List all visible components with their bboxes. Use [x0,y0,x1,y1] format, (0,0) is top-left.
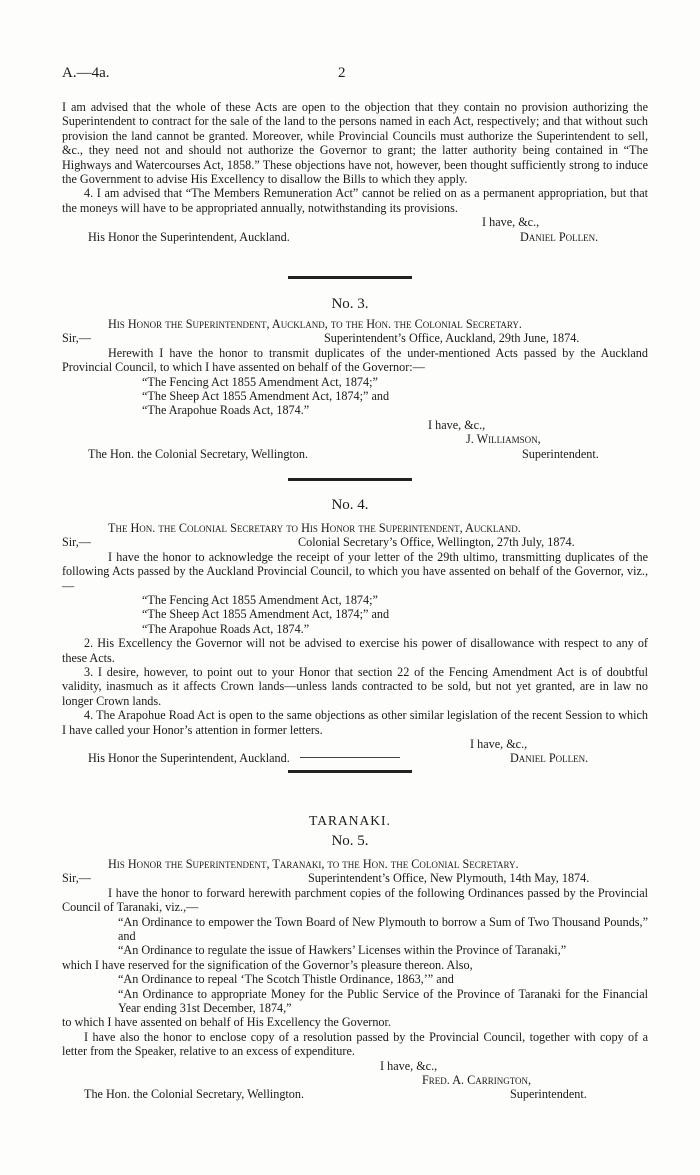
paragraph: I am advised that the whole of these Acts are open to the objection that they contain no provision authorizing the Superintendent to contract for the sale of the land to the persons named in each Act, respectively; and that without such provision the land cannot be granted. Moreover, while Provincial Councils must authorize the Superintendent to sell, &c., they need not and should not authorize the Governor to grant; the latter authority being contained in “The Highways and Watercourses Act, 1858.” These objections have not, however, been thought sufficiently strong to induce the Government to advise His Excellency to disallow the Bills to which they apply. [62,100,648,187]
dateline: Superintendent’s Office, Auckland, 29th June, 1874. [324,331,580,346]
section-divider [288,770,412,773]
addressee: His Honor the Superintendent, Auckland. [88,229,290,244]
closing-row [62,215,648,229]
signature-title: Superintendent. [510,1087,587,1102]
closing: I have, &c., [470,737,528,752]
act-item: “The Fencing Act 1855 Amendment Act, 1874;” [142,374,378,389]
closing-row [62,418,648,432]
addressee-row [62,1087,648,1101]
letter-number-3: No. 3. [331,296,369,312]
signature: Daniel Pollen. [520,229,599,244]
addressee: His Honor the Superintendent, Auckland. [88,751,290,766]
act-item: “The Arapohue Roads Act, 1874.” [142,621,310,636]
dateline: Colonial Secretary’s Office, Wellington, 27th July, 1874. [298,535,575,550]
dateline: Superintendent’s Office, New Plymouth, 14th May, 1874. [308,871,590,886]
closing-row [62,737,648,751]
letter-no-4 [62,521,648,766]
salutation: Sir,— [62,331,91,346]
document-reference: A.—4a. [62,65,110,81]
signature-row [62,230,648,244]
closing-row [62,1059,648,1073]
addressee-row [62,447,648,461]
act-item: “The Fencing Act 1855 Amendment Act, 1874;” [142,593,378,608]
paragraph: 3. I desire, however, to point out to your Honor that section 22 of the Fencing Amendment Act is of doubtful validity, inasmuch as it affects Crown lands—unless lands contracted to be sold, but not yet granted, are in law no longer Crown lands. [62,665,648,708]
letter-heading: The Hon. the Colonial Secretary to His Honor the Superintendent, Auckland. [108,521,521,535]
ordinance-item: “An Ordinance to regulate the issue of Hawkers’ Licenses within the Province of Taranaki,” [118,943,567,958]
signature-row [62,432,648,446]
salutation-row [62,871,648,885]
paragraph: which I have reserved for the signification of the Governor’s pleasure thereon. Also, [62,957,473,972]
signature: Fred. A. Carrington, [422,1073,532,1088]
letter-number-4: No. 4. [331,497,369,513]
act-list [62,375,648,418]
paragraph: I have also the honor to enclose copy of a resolution passed by the Provincial Council, together with copy of a letter from the Speaker, relative to an excess of expenditure. [62,1029,648,1059]
addressee: The Hon. the Colonial Secretary, Wellington. [84,1087,305,1102]
paragraph: I have the honor to forward herewith parchment copies of the following Ordinances passed by the Provincial Council of Taranaki, viz.,— [62,885,648,915]
paragraph: I have the honor to acknowledge the receipt of your letter of the 29th ultimo, transmitting duplicates of the following Acts passed by the Auckland Provincial Council, to which you have assented on behalf of the Governor, viz.,— [62,549,648,593]
act-item: “The Arapohue Roads Act, 1874.” [142,403,310,418]
ordinance-item: “An Ordinance to appropriate Money for the Public Service of the Province of Taranaki for the Financial Year ending 31st December, 1874,” [118,986,648,1016]
act-item: “The Sheep Act 1855 Amendment Act, 1874;” and [142,389,390,404]
signature-row [62,751,648,765]
ordinance-item: “An Ordinance to empower the Town Board of New Plymouth to borrow a Sum of Two Thousand Pounds,” and [118,914,648,944]
signature: J. Williamson, [466,432,541,447]
paragraph: 4. I am advised that “The Members Remuneration Act” cannot be relied on as a permanent appropriation, but that the moneys will have to be appropriated annually, notwithstanding its provisions. [62,186,648,215]
letter-heading: His Honor the Superintendent, Taranaki, to the Hon. the Colonial Secretary. [108,857,519,871]
act-item: “The Sheep Act 1855 Amendment Act, 1874;” and [142,607,390,622]
ordinance-item: “An Ordinance to repeal ‘The Scotch Thistle Ordinance, 1863,’” and [118,972,454,987]
section-continuation [62,100,648,244]
salutation-row [62,535,648,549]
closing: I have, &c., [482,215,540,230]
salutation: Sir,— [62,535,91,550]
section-divider [288,276,412,279]
page-number: 2 [338,65,346,81]
section-divider-thin [300,757,400,758]
closing: I have, &c., [428,417,486,432]
letter-heading: His Honor the Superintendent, Auckland, to the Hon. the Colonial Secretary. [108,317,522,331]
addressee: The Hon. the Colonial Secretary, Wellington. [88,446,309,461]
paragraph: Herewith I have the honor to transmit duplicates of the under-mentioned Acts passed by the Auckland Provincial Council, to which I have assented on behalf of the Governor:— [62,345,648,375]
paragraph: to which I have assented on behalf of His Excellency the Governor. [62,1015,391,1030]
paragraph: 4. The Arapohue Road Act is open to the same objections as other similar legislation of the recent Session to which I have called your Honor’s attention in former letters. [62,708,648,737]
letter-no-5 [62,857,648,1102]
signature-title: Superintendent. [522,446,599,461]
letter-number-5: No. 5. [331,833,369,849]
section-divider [288,478,412,481]
signature: Daniel Pollen. [510,751,589,766]
closing: I have, &c., [380,1058,438,1073]
act-list [62,593,648,636]
salutation: Sir,— [62,871,91,886]
salutation-row [62,331,648,345]
paragraph: 2. His Excellency the Governor will not be advised to exercise his power of disallowance with respect to any of these Acts. [62,636,648,665]
signature-row [62,1073,648,1087]
letter-no-3 [62,317,648,461]
section-title: TARANAKI. [309,813,391,828]
